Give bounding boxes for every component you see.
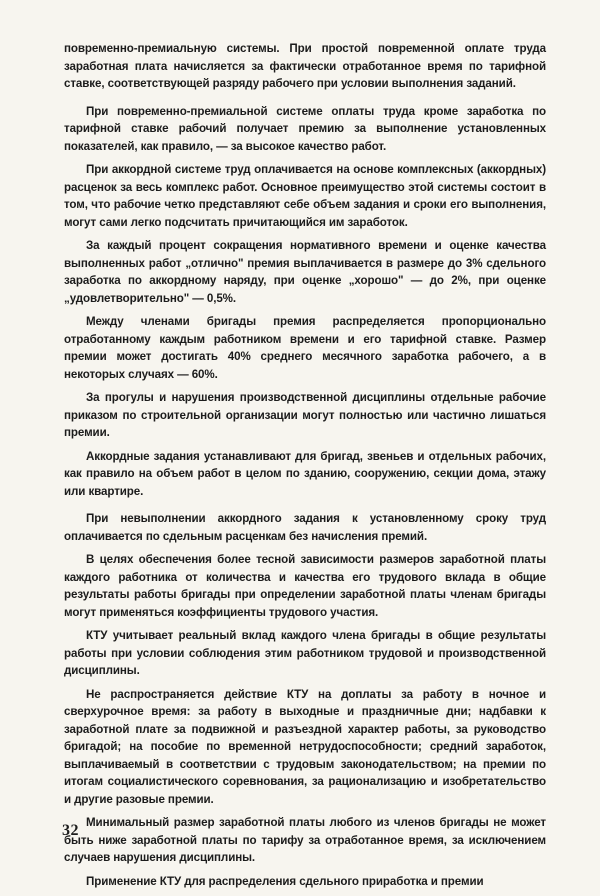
paragraph-non-fulfillment: При невыполнении аккордного задания к установленному сроку труд оплачивается по сдельным расценкам без начисления премий. (64, 512, 546, 543)
body-text (64, 40, 546, 896)
paragraph-ktu-application: Применение КТУ для распределения сдельного приработка и премии (86, 874, 484, 888)
paragraph-continuation: повременно-премиальную системы. При простой повременной оплате труда заработная плата начисляется за фактически отработанное время по тарифной ставке, соответствующей разряду рабочего при условии выполнения заданий. (64, 42, 546, 90)
paragraph-lump-sum-system: При аккордной системе труд оплачивается на основе комплексных (аккордных) расценок за весь комплекс работ. Основное преимущество этой системы состоит в том, что рабочие четко представляют себе объем задания и сроки его выполнения, могут сами легко подсчитать причитающийся им заработок. (64, 163, 546, 229)
paragraph-lump-sum-assignments: Аккордные задания устанавливают для бригад, звеньев и отдельных рабочих, как правило на объем работ в целом по зданию, сооружению, секции дома, этажу или квартире. (64, 449, 546, 498)
paragraph-time-bonus-system: При повременно-премиальной системе оплаты труда кроме заработка по тарифной ставке рабочий получает премию за выполнение установленных показателей, как правило, — за высокое качество работ. (64, 104, 546, 153)
paragraph-ktu-definition: КТУ учитывает реальный вклад каждого члена бригады в общие результаты работы при условии соблюдения этим работником трудовой и производственной дисциплины. (64, 629, 546, 677)
paragraph-minimum-wage: Минимальный размер заработной платы любого из членов бригады не может быть ниже заработной платы по тарифу за отработанное время, за исключением случаев нарушения дисциплины. (64, 816, 546, 864)
paragraph-ktu-exclusions: Не распространяется действие КТУ на доплаты за работу в ночное и сверхурочное время: за работу в выходные и праздничные дни; надбавки к заработной плате за подвижной и разъездной характер работы, за руководство бригадой; на пособие по временной нетрудоспособности; средний заработок, выплачиваемый в соответствии с трудовым законодательством; на премии по итогам социалистического соревнования, за рационализацию и изобретательство и другие разовые премии. (64, 687, 546, 806)
paragraph-participation-coefficients: В целях обеспечения более тесной зависимости размеров заработной платы каждого работника от количества и качества его трудового вклада в общие результаты работы бригады при определении заработной платы членам бригады могут применяться коэффициенты трудового участия. (64, 553, 546, 619)
page-number: 32 (62, 822, 79, 839)
paragraph-bonus-distribution: Между членами бригады премия распределяется пропорционально отработанному каждым работником времени и его тарифной ставке. Размер премии может достигать 40% среднего месячного заработка рабочего, а в некоторых случаях — 60%. (64, 315, 546, 381)
paragraph-absenteeism: За прогулы и нарушения производственной дисциплины отдельные рабочие приказом по строительной организации могут полностью или частично лишаться премии. (64, 391, 546, 439)
paragraph-bonus-rates: За каждый процент сокращения нормативного времени и оценке качества выполненных работ „отлично" премия выплачивается в размере до 3% сдельного заработка по аккордному наряду, при оценке „хорошо" — до 2%, при оценке „удовлетворительно" — 0,5%. (64, 239, 546, 305)
